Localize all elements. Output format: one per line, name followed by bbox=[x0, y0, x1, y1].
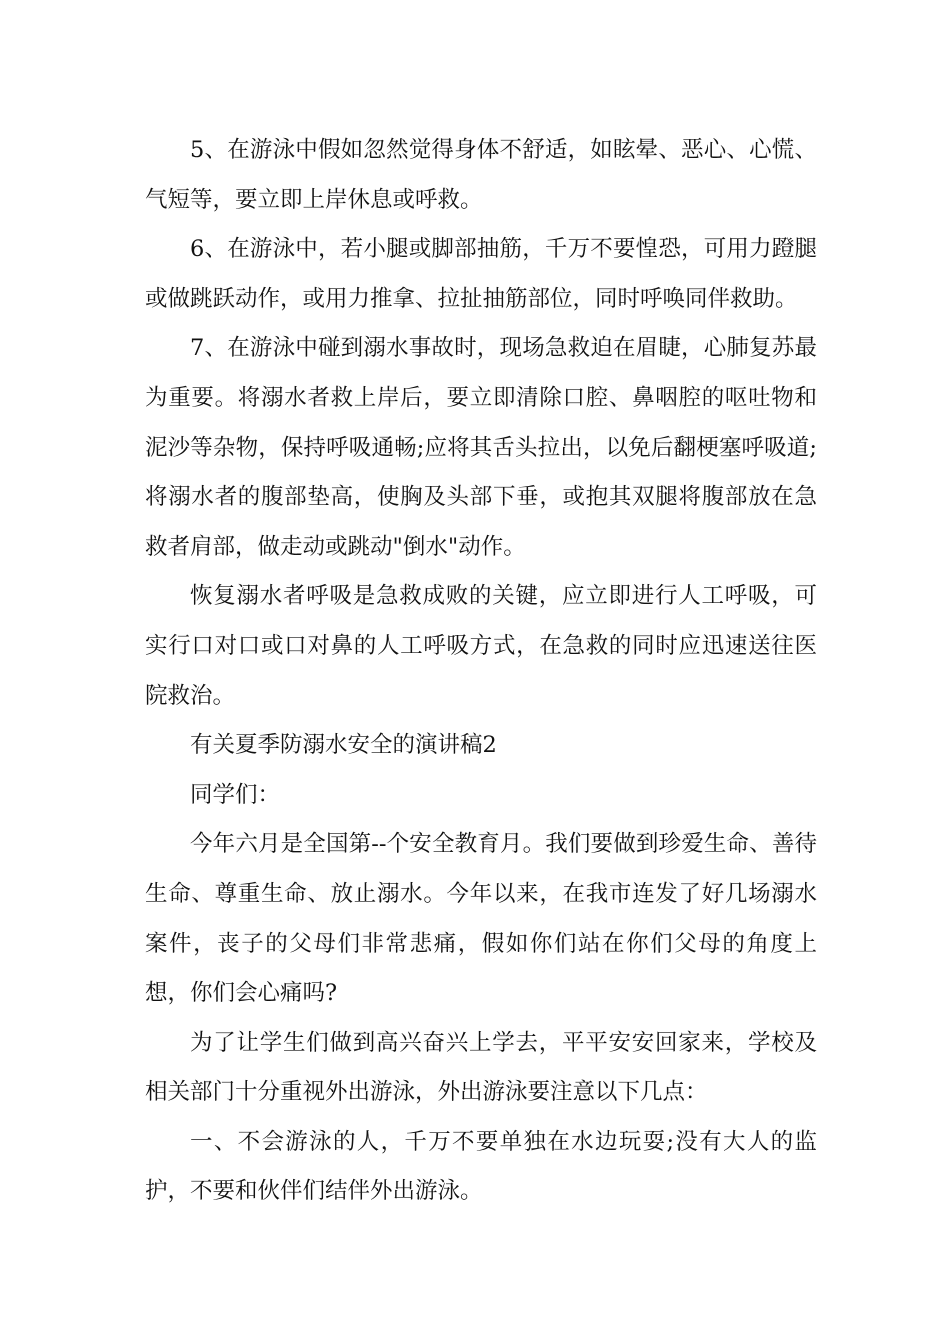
paragraph-first-aid: 7、在游泳中碰到溺水事故时，现场急救迫在眉睫，心肺复苏最为重要。将溺水者救上岸后，要立即清除口腔、鼻咽腔的呕吐物和泥沙等杂物，保持呼吸通畅;应将其舌头拉出，以免后翻梗塞呼吸道;将溺水者的腹部垫高，使胸及头部下垂，或抱其双腿将腹部放在急救者肩部，做走动或跳动"倒水"动作。 bbox=[145, 335, 817, 560]
paragraph-school-attention: 为了让学生们做到高兴奋兴上学去，平平安安回家来，学校及相关部门十分重视外出游泳，外出游泳要注意以下几点： bbox=[145, 1029, 817, 1106]
paragraph-breathing-recovery: 恢复溺水者呼吸是急救成败的关键，应立即进行人工呼吸，可实行口对口或口对鼻的人工呼吸方式，在急救的同时应迅速送往医院救治。 bbox=[145, 583, 817, 709]
paragraph-leg-cramp: 6、在游泳中，若小腿或脚部抽筋，千万不要惶恐，可用力蹬腿或做跳跃动作，或用力推拿、拉扯抽筋部位，同时呼唤同伴救助。 bbox=[145, 236, 817, 312]
section-heading: 有关夏季防溺水安全的演讲稿2 bbox=[190, 732, 497, 759]
paragraph-safety-month: 今年六月是全国第--个安全教育月。我们要做到珍爱生命、善待生命、尊重生命、放止溺水。今年以来，在我市连发了好几场溺水案件，丧子的父母们非常悲痛，假如你们站在你们父母的角度上想，你们会心痛吗? bbox=[145, 831, 817, 1007]
document-body bbox=[145, 126, 817, 1217]
paragraph-cramp-tip: 5、在游泳中假如忽然觉得身体不舒适，如眩晕、恶心、心慌、气短等，要立即上岸休息或呼救。 bbox=[145, 137, 817, 213]
speech-salutation: 同学们： bbox=[190, 781, 281, 808]
paragraph-rule-one: 一、不会游泳的人，千万不要单独在水边玩耍;没有大人的监护，不要和伙伴们结伴外出游泳。 bbox=[145, 1128, 817, 1205]
